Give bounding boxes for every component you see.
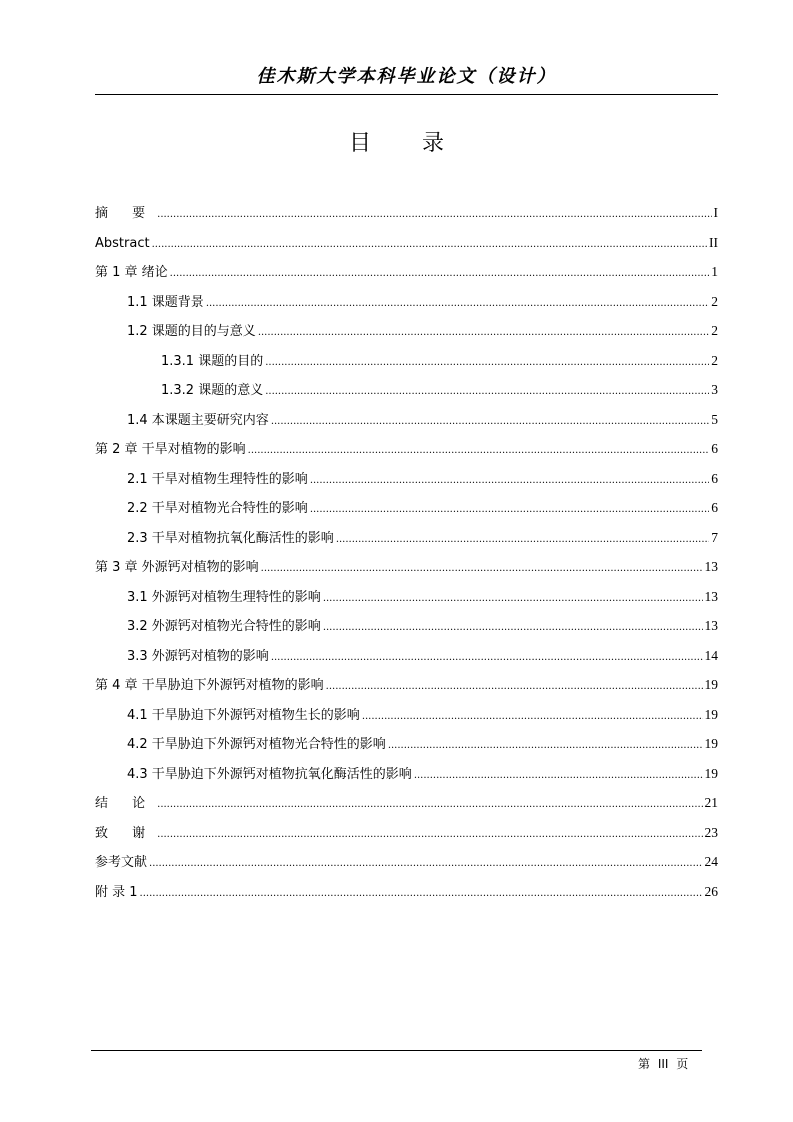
toc-leader-dots <box>248 435 710 465</box>
toc-entry-page: 13 <box>704 559 718 574</box>
toc-leader-dots <box>140 878 703 908</box>
toc-leader-dots <box>170 258 710 288</box>
toc-entry[interactable] <box>95 493 718 523</box>
toc-leader-dots <box>414 760 703 790</box>
table-of-contents <box>95 198 718 906</box>
header-rule <box>95 94 718 95</box>
page-number: 第 III 页 <box>638 1057 689 1071</box>
toc-entry[interactable] <box>95 641 718 671</box>
toc-entry[interactable] <box>95 552 718 582</box>
toc-entry-page: I <box>713 205 718 220</box>
toc-entry-page: 6 <box>711 470 718 486</box>
toc-leader-dots <box>265 347 709 377</box>
toc-entry[interactable] <box>95 759 718 789</box>
toc-entry[interactable] <box>95 788 718 818</box>
toc-entry[interactable] <box>95 257 718 287</box>
toc-entry-label: 第 4 章 干旱胁迫下外源钙对植物的影响 <box>95 678 324 693</box>
toc-leader-dots <box>206 288 709 318</box>
toc-entry-page: 2 <box>711 323 718 338</box>
toc-title: 目 录 <box>349 131 444 156</box>
toc-leader-dots <box>326 671 703 701</box>
toc-leader-dots <box>271 642 703 672</box>
toc-entry-page: 19 <box>704 736 718 751</box>
toc-leader-dots <box>157 789 702 819</box>
toc-entry-page: 13 <box>704 618 718 633</box>
toc-entry[interactable] <box>95 611 718 641</box>
toc-entry-label: 参考文献 <box>95 855 148 870</box>
toc-leader-dots <box>258 317 709 347</box>
toc-entry[interactable] <box>95 405 718 435</box>
toc-entry-page: 2 <box>711 352 718 368</box>
toc-entry-label: 4.1 干旱胁迫下外源钙对植物生长的影响 <box>127 707 360 723</box>
toc-entry-page: 7 <box>711 529 718 545</box>
toc-entry-page: 19 <box>704 677 718 692</box>
toc-entry-label: 第 1 章 绪论 <box>95 265 168 280</box>
toc-entry-label: 1.2 课题的目的与意义 <box>127 324 256 339</box>
toc-entry-label: 2.3 干旱对植物抗氧化酶活性的影响 <box>127 530 334 546</box>
toc-entry-label: 摘 要 <box>95 206 156 221</box>
toc-entry-label: 第 3 章 外源钙对植物的影响 <box>95 560 259 575</box>
toc-entry-label: 附 录 1 <box>95 884 138 900</box>
toc-entry-page: 14 <box>704 647 718 663</box>
toc-entry-label: 第 2 章 干旱对植物的影响 <box>95 442 246 457</box>
toc-entry-label: 1.3.1 课题的目的 <box>161 353 264 369</box>
toc-entry[interactable] <box>95 877 718 907</box>
toc-entry[interactable] <box>95 670 718 700</box>
toc-entry-page: 19 <box>704 765 718 781</box>
toc-entry-page: 1 <box>711 264 718 279</box>
toc-leader-dots <box>271 406 709 436</box>
toc-entry-label: 3.1 外源钙对植物生理特性的影响 <box>127 589 321 605</box>
toc-entry-page: 6 <box>711 441 718 456</box>
toc-leader-dots <box>323 612 703 642</box>
toc-entry-label: 致 谢 <box>95 825 156 841</box>
toc-entry-page: 23 <box>704 824 718 840</box>
toc-entry-label: 2.1 干旱对植物生理特性的影响 <box>127 471 308 487</box>
toc-entry[interactable] <box>95 228 718 258</box>
toc-entry[interactable] <box>95 198 718 228</box>
toc-entry-label: 4.3 干旱胁迫下外源钙对植物抗氧化酶活性的影响 <box>127 766 412 782</box>
toc-entry[interactable] <box>95 523 718 553</box>
toc-entry-page: 6 <box>711 500 718 515</box>
toc-entry[interactable] <box>95 434 718 464</box>
toc-entry-label: 2.2 干旱对植物光合特性的影响 <box>127 501 308 516</box>
toc-entry-label: 1.3.2 课题的意义 <box>161 383 264 398</box>
toc-entry[interactable] <box>95 464 718 494</box>
toc-entry[interactable] <box>95 316 718 346</box>
page-header: 佳木斯大学本科毕业论文（设计） <box>256 66 557 87</box>
toc-entry-label: 1.1 课题背景 <box>127 294 204 310</box>
toc-entry[interactable] <box>95 287 718 317</box>
toc-leader-dots <box>362 701 703 731</box>
toc-entry[interactable] <box>95 375 718 405</box>
toc-entry-page: 21 <box>704 795 718 810</box>
toc-entry[interactable] <box>95 847 718 877</box>
toc-entry-page: 26 <box>704 883 718 899</box>
toc-entry-label: 4.2 干旱胁迫下外源钙对植物光合特性的影响 <box>127 737 386 752</box>
toc-entry-label: Abstract <box>95 235 150 251</box>
toc-entry[interactable] <box>95 346 718 376</box>
toc-leader-dots <box>336 524 709 554</box>
toc-entry[interactable] <box>95 729 718 759</box>
toc-leader-dots <box>323 583 703 613</box>
toc-entry-page: 2 <box>711 293 718 309</box>
toc-leader-dots <box>149 848 702 878</box>
toc-leader-dots <box>261 553 703 583</box>
toc-leader-dots <box>157 199 711 229</box>
toc-entry-page: 3 <box>711 382 718 397</box>
toc-leader-dots <box>152 229 707 259</box>
toc-leader-dots <box>157 819 702 849</box>
toc-entry-page: 5 <box>711 411 718 427</box>
toc-leader-dots <box>265 376 709 406</box>
toc-entry-label: 结 论 <box>95 796 156 811</box>
toc-entry-page: 19 <box>704 706 718 722</box>
toc-entry-page: 13 <box>704 588 718 604</box>
toc-leader-dots <box>388 730 703 760</box>
toc-entry-label: 3.3 外源钙对植物的影响 <box>127 648 269 664</box>
footer-rule <box>91 1050 702 1051</box>
toc-entry-label: 3.2 外源钙对植物光合特性的影响 <box>127 619 321 634</box>
toc-entry[interactable] <box>95 582 718 612</box>
toc-entry-page: 24 <box>704 854 718 869</box>
toc-entry[interactable] <box>95 818 718 848</box>
toc-entry-page: II <box>709 234 718 250</box>
toc-leader-dots <box>310 465 709 495</box>
toc-entry[interactable] <box>95 700 718 730</box>
toc-leader-dots <box>310 494 709 524</box>
toc-entry-label: 1.4 本课题主要研究内容 <box>127 412 269 428</box>
